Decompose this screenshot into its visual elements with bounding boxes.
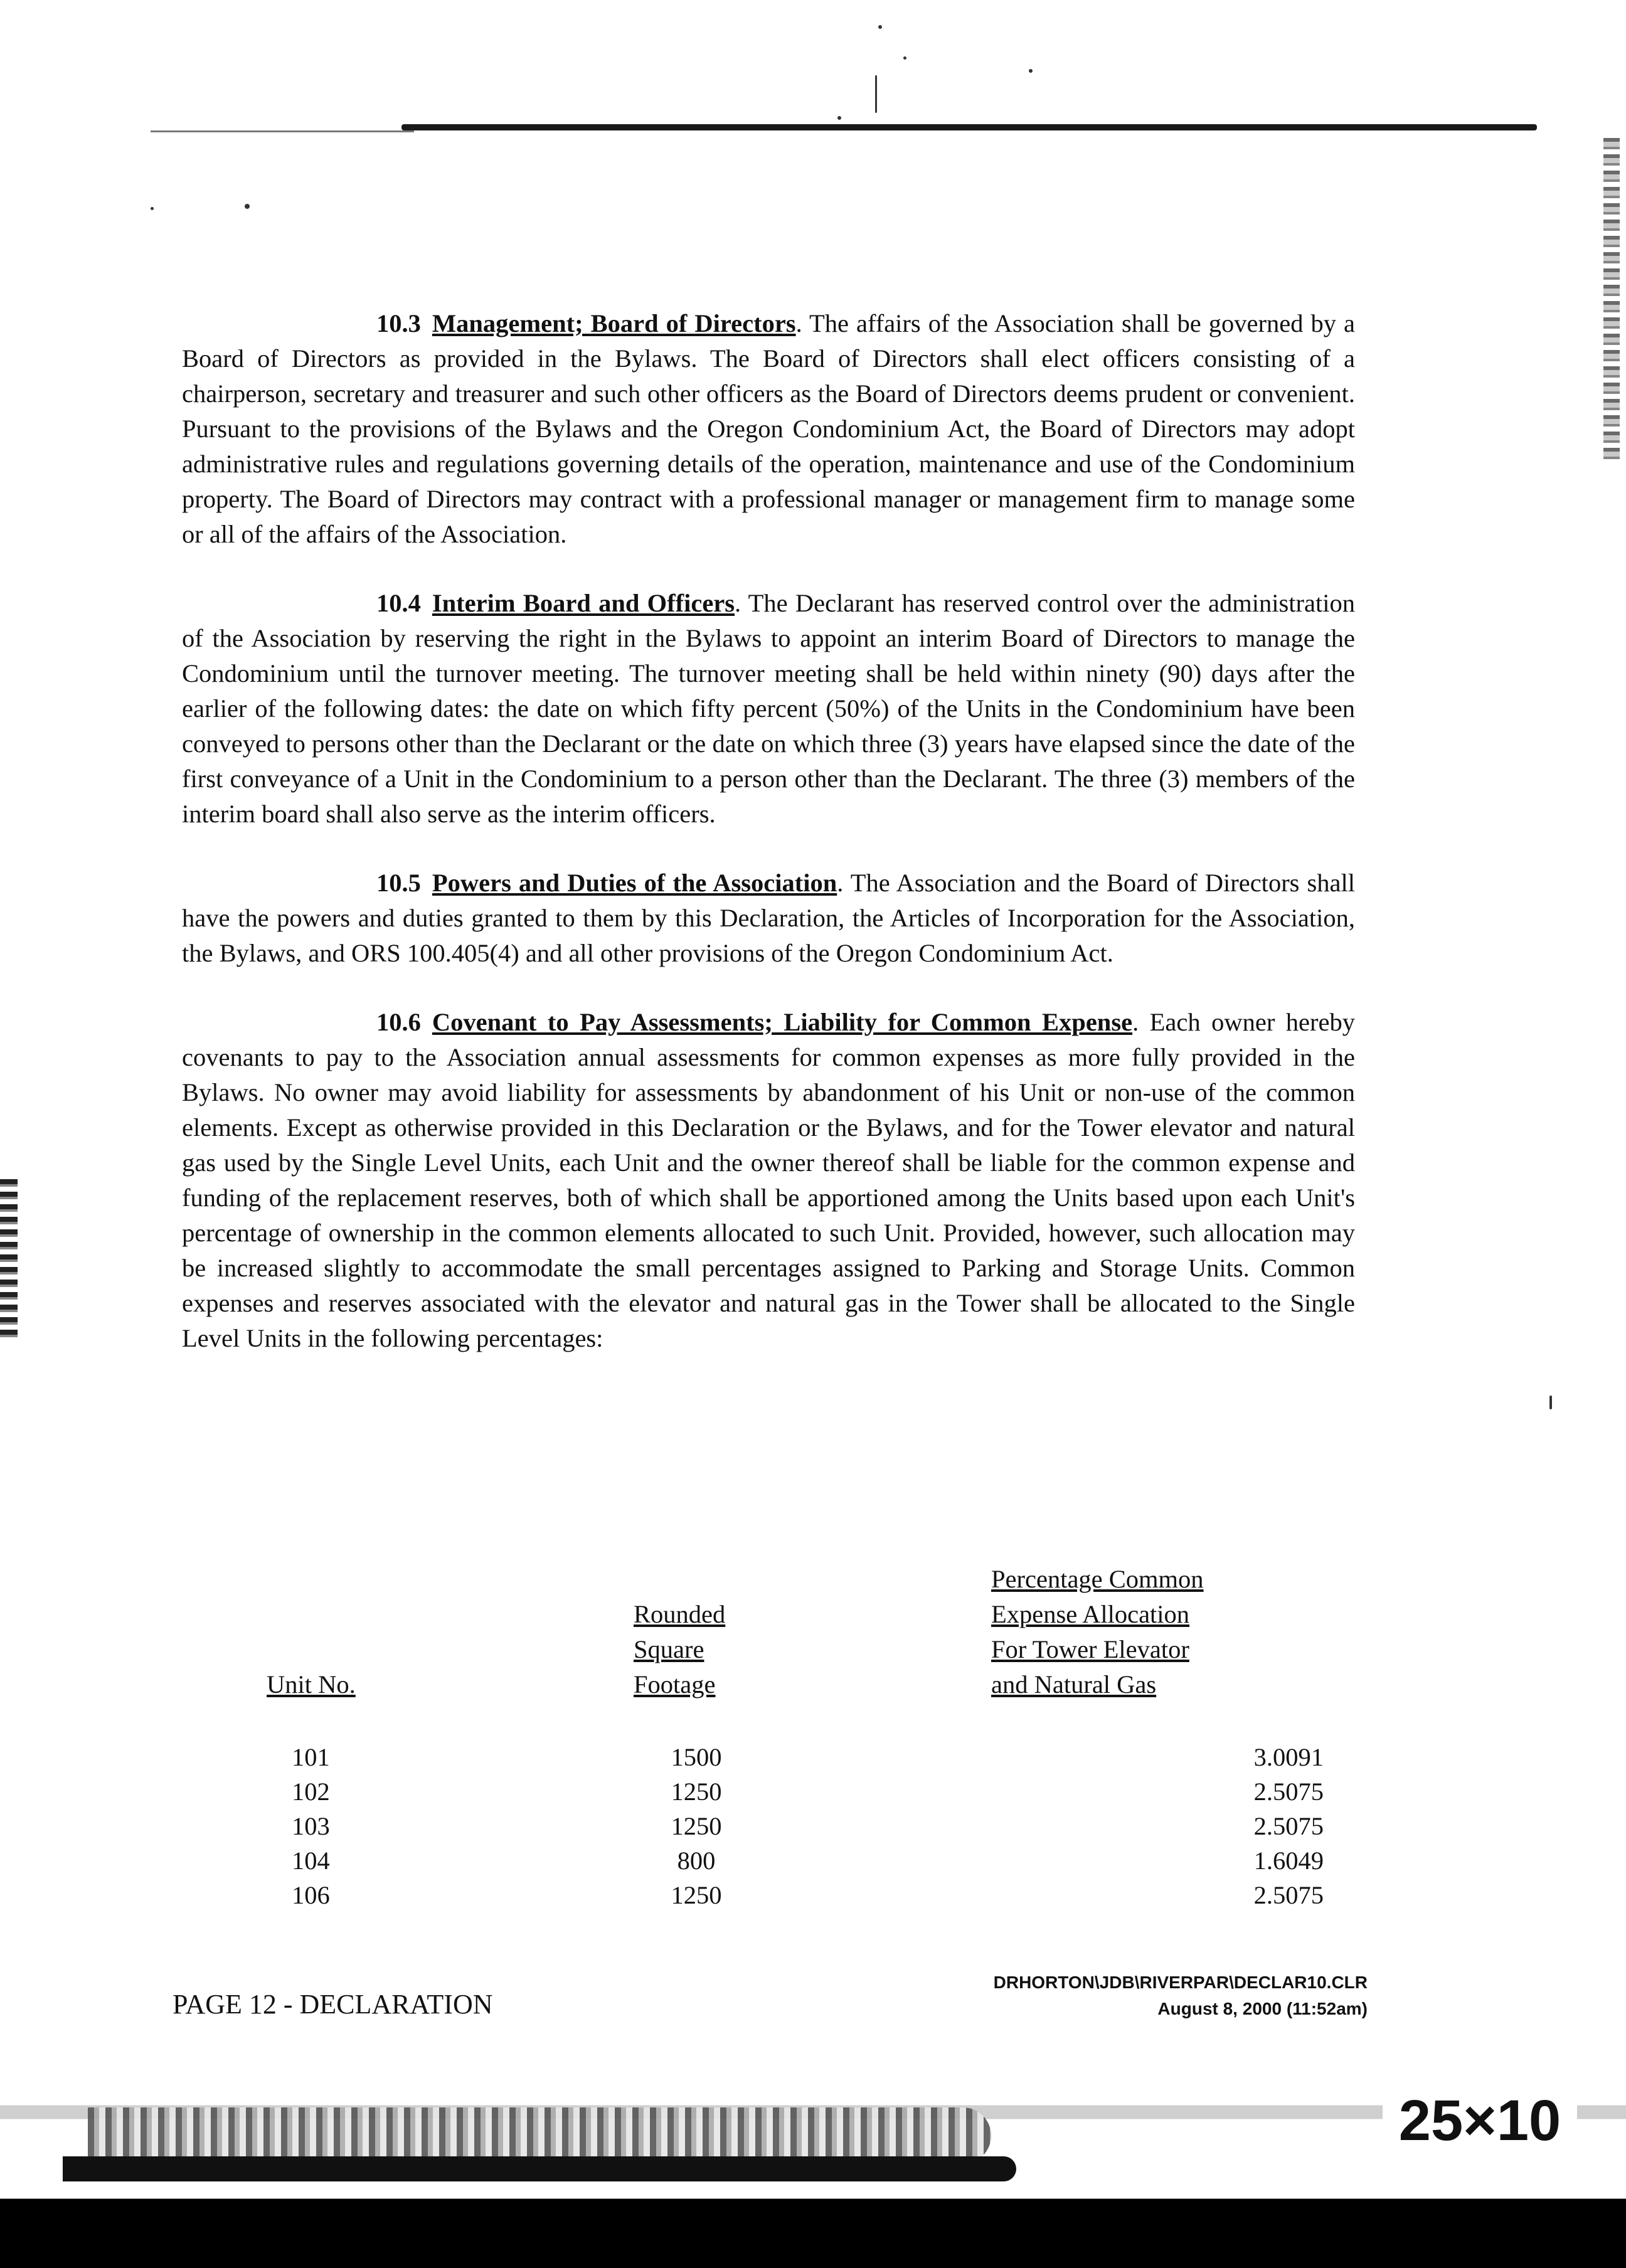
header-sq-line: Square <box>634 1635 704 1663</box>
document-body <box>182 306 1355 1390</box>
reel-mark: 25×10 <box>1383 2086 1577 2155</box>
page-label: PAGE 12 - DECLARATION <box>173 1989 493 2020</box>
cell-sqft: 1250 <box>671 1812 722 1840</box>
scan-speck <box>245 204 250 209</box>
scan-speck <box>878 25 882 29</box>
table-row <box>182 1740 1355 1775</box>
cell-unit: 106 <box>292 1881 330 1909</box>
scan-right-edge <box>1603 138 1620 464</box>
allocation-table <box>182 1549 1355 1919</box>
header-sq-line: Rounded <box>634 1600 726 1628</box>
cell-unit: 102 <box>292 1778 330 1806</box>
cell-sqft: 800 <box>677 1847 716 1875</box>
header-pct-line: Percentage Common <box>991 1565 1204 1593</box>
header-pct-line: For Tower Elevator <box>991 1635 1189 1663</box>
table-row <box>182 1774 1355 1810</box>
section-body: . Each owner hereby covenants to pay to the Association annual assessments for common expenses as more fully provided in the Bylaws. No owner may avoid liability for assessments by abandonment of his Unit or non-use of the common elements. Except as otherwise provided in this Declaration or the Bylaws, and for the Tower elevator and natural gas used by the Single Level Units, each Unit and the owner thereof shall be liable for the common expense and funding of the replacement reserves, both of which shall be apportioned among the Units based upon each Unit's percentage of ownership in the common elements allocated to such Unit. Provided, however, such allocation may be increased slightly to accommodate the small percentages assigned to Parking and Storage Units. Common expenses and reserves associated with the elevator and natural gas in the Tower shall be allocated to the Single Level Units in the following percentages: <box>182 1008 1355 1352</box>
section-body: . The Declarant has reserved control over the administration of the Association by reserving the right in the Bylaws to appoint an interim Board of Directors to manage the Condominium until the turnover meeting. The turnover meeting shall be held within ninety (90) days after the earlier of the following dates: the date on which fifty percent (50%) of the Units in the Condominium have been conveyed to persons other than the Declarant or the date on which three (3) years have elapsed since the date of the first conveyance of a Unit in the Condominium to a person other than the Declarant. The three (3) members of the interim board shall also serve as the interim officers. <box>182 589 1355 828</box>
scan-top-rule <box>401 124 1537 130</box>
scan-speck <box>837 116 841 120</box>
header-pct-line: and Natural Gas <box>991 1670 1157 1698</box>
section-number: 10.6 <box>376 1008 421 1036</box>
cell-sqft: 1250 <box>671 1881 722 1909</box>
table-row <box>182 1843 1355 1879</box>
section-body: . The Association and the Board of Directors shall have the powers and duties granted to them by this Declaration, the Articles of Incorporation for the Association, the Bylaws, and ORS 100.405(4) and all other provisions of the Oregon Condominium Act. <box>182 869 1355 967</box>
cell-percentage: 2.5075 <box>1253 1881 1324 1909</box>
section-title: Covenant to Pay Assessments; Liability for Common Expense <box>432 1008 1133 1036</box>
file-timestamp: August 8, 2000 (11:52am) <box>1157 1999 1368 2018</box>
section-number: 10.4 <box>376 589 421 617</box>
cell-sqft: 1250 <box>671 1778 722 1806</box>
section-10-3 <box>182 306 1355 552</box>
section-number: 10.3 <box>376 309 421 337</box>
cell-unit: 101 <box>292 1743 330 1771</box>
cell-percentage: 3.0091 <box>1253 1743 1324 1771</box>
scan-speck <box>1029 69 1033 73</box>
section-title: Powers and Duties of the Association <box>432 869 837 897</box>
scan-speck <box>1549 1396 1552 1409</box>
cell-sqft: 1500 <box>671 1743 722 1771</box>
section-title: Interim Board and Officers <box>432 589 735 617</box>
table-row <box>182 1878 1355 1913</box>
scan-left-edge <box>0 1179 18 1342</box>
header-pct-line: Expense Allocation <box>991 1600 1190 1628</box>
scan-speck <box>151 207 154 210</box>
section-body: . The affairs of the Association shall be governed by a Board of Directors as provided in the Bylaws. The Board of Directors shall elect officers consisting of a chairperson, secretary and treasurer and such other officers as the Board of Directors deems prudent or convenient. Pursuant to the provisions of the Bylaws and the Oregon Condominium Act, the Board of Directors may adopt administrative rules and regulations governing details of the operation, maintenance and use of the Condominium property. The Board of Directors may contract with a professional manager or management firm to manage some or all of the affairs of the Association. <box>182 309 1355 548</box>
header-sq-line: Footage <box>634 1670 716 1698</box>
table-row <box>182 1809 1355 1844</box>
header-unit-no: Unit No. <box>267 1670 356 1698</box>
scan-speck <box>875 75 877 113</box>
cell-percentage: 2.5075 <box>1253 1778 1324 1806</box>
section-title: Management; Board of Directors <box>432 309 796 337</box>
scan-top-rule-thin <box>151 130 414 132</box>
section-10-6 <box>182 1005 1355 1356</box>
file-path: DRHORTON\JDB\RIVERPAR\DECLAR10.CLR <box>993 1973 1368 1992</box>
cell-percentage: 2.5075 <box>1253 1812 1324 1840</box>
section-10-5 <box>182 866 1355 971</box>
section-number: 10.5 <box>376 869 421 897</box>
header-percentage <box>991 1562 1204 1702</box>
cell-percentage: 1.6049 <box>1253 1847 1324 1875</box>
cell-unit: 103 <box>292 1812 330 1840</box>
scan-bottom-smear-dark <box>63 2156 1016 2181</box>
section-10-4 <box>182 586 1355 832</box>
cell-unit: 104 <box>292 1847 330 1875</box>
scan-bottom-smear <box>88 2107 991 2164</box>
header-square-footage <box>634 1597 725 1702</box>
file-stamp <box>935 1969 1368 2022</box>
scan-speck <box>903 56 906 60</box>
